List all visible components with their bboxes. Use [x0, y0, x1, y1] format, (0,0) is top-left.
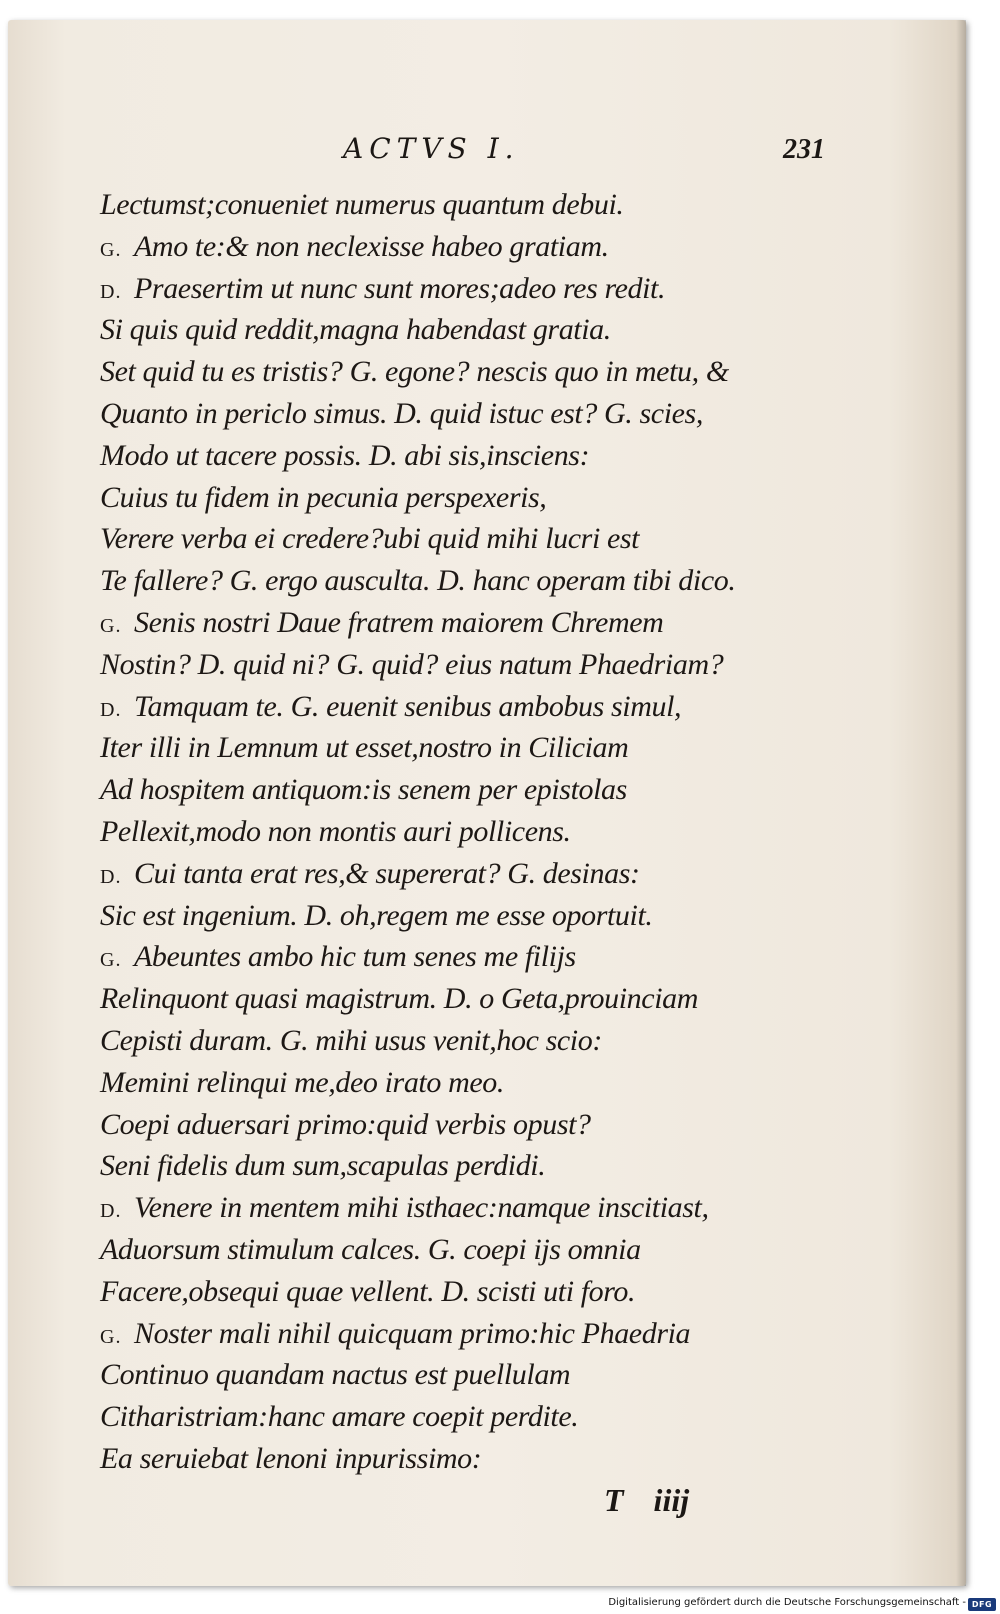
verse-line	[100, 1438, 820, 1480]
line-text: Verere verba ei credere?ubi quid mihi lucri est	[100, 522, 640, 556]
speaker-label: G.	[100, 614, 122, 637]
line-text: Noster mali nihil quicquam primo:hic Phaedria	[134, 1316, 691, 1350]
line-text: Cepisti duram. G. mihi usus venit,hoc scio:	[100, 1023, 602, 1057]
speaker-label: G.	[100, 1325, 122, 1348]
line-text: Cuius tu fidem in pecunia perspexeris,	[100, 480, 547, 514]
line-text: Memini relinqui me,deo irato meo.	[100, 1065, 504, 1099]
verse-line	[100, 727, 820, 769]
verse-line	[100, 1020, 820, 1062]
verse-line	[100, 1187, 820, 1229]
verse-text	[100, 184, 820, 1480]
verse-line	[100, 351, 820, 393]
page-number: 231	[783, 134, 825, 165]
line-text: Iter illi in Lemnum ut esset,nostro in Ciliciam	[100, 731, 629, 765]
verse-line	[100, 1271, 820, 1313]
line-text: Amo te:& non neclexisse habeo gratiam.	[134, 229, 609, 263]
verse-line	[100, 1396, 820, 1438]
act-title: ACTVS I.	[343, 132, 520, 165]
line-text: Nostin? D. quid ni? G. quid? eius natum Phaedriam?	[100, 647, 724, 681]
signature-mark: T iiij	[604, 1482, 690, 1518]
funding-credit: Digitalisierung gefördert durch die Deutsche Forschungsgemeinschaft -	[608, 1597, 966, 1608]
verse-line	[100, 1313, 820, 1355]
verse-line	[100, 1062, 820, 1104]
verse-line	[100, 602, 820, 644]
line-text: Abeuntes ambo hic tum senes me filijs	[134, 940, 576, 974]
speaker-label: D.	[100, 1200, 122, 1223]
dfg-logo: DFG	[968, 1598, 996, 1611]
line-text: Pellexit,modo non montis auri pollicens.	[100, 814, 571, 848]
line-text: Praesertim ut nunc sunt mores;adeo res redit.	[134, 271, 666, 305]
line-text: Venere in mentem mihi isthaec:namque inscitiast,	[134, 1191, 709, 1225]
speaker-label: D.	[100, 865, 122, 888]
line-text: Sic est ingenium. D. oh,regem me esse oportuit.	[100, 898, 653, 932]
line-text: Lectumst;conueniet numerus quantum debui.	[100, 188, 624, 221]
line-text: Aduorsum stimulum calces. G. coepi ijs omnia	[100, 1232, 641, 1266]
line-text: Continuo quandam nactus est puellulam	[100, 1358, 571, 1392]
line-text: Cui tanta erat res,& supererat? G. desinas:	[134, 856, 640, 890]
line-text: Ad hospitem antiquom:is senem per epistolas	[100, 773, 627, 807]
speaker-label: G.	[100, 238, 122, 261]
verse-line	[100, 226, 820, 268]
line-text: Ea seruiebat lenoni inpurissimo:	[100, 1441, 482, 1475]
line-text: Coepi aduersari primo:quid verbis opust?	[100, 1107, 591, 1141]
verse-line	[100, 518, 820, 560]
verse-line	[100, 184, 820, 226]
line-text: Modo ut tacere possis. D. abi sis,insciens:	[100, 438, 590, 472]
verse-line	[100, 309, 820, 351]
line-text: Te fallere? G. ergo ausculta. D. hanc operam tibi dico.	[100, 564, 736, 598]
verse-line	[100, 1229, 820, 1271]
verse-line	[100, 853, 820, 895]
line-text: Set quid tu es tristis? G. egone? nescis quo in metu, &	[100, 355, 729, 389]
verse-line	[100, 769, 820, 811]
line-text: Relinquont quasi magistrum. D. o Geta,prouinciam	[100, 982, 698, 1016]
verse-line	[100, 811, 820, 853]
speaker-label: D.	[100, 280, 122, 303]
verse-line	[100, 1145, 820, 1187]
line-text: Senis nostri Daue fratrem maiorem Chremem	[134, 605, 664, 639]
line-text: Citharistriam:hanc amare coepit perdite.	[100, 1400, 579, 1434]
verse-line	[100, 560, 820, 602]
verse-line	[100, 1354, 820, 1396]
verse-line	[100, 393, 820, 435]
line-text: Si quis quid reddit,magna habendast gratia.	[100, 313, 611, 347]
verse-line	[100, 268, 820, 310]
speaker-label: G.	[100, 949, 122, 972]
footer-bar	[0, 1596, 1000, 1614]
line-text: Seni fidelis dum sum,scapulas perdidi.	[100, 1149, 546, 1183]
line-text: Facere,obsequi quae vellent. D. scisti uti foro.	[100, 1274, 636, 1308]
verse-line	[100, 477, 820, 519]
verse-line	[100, 978, 820, 1020]
verse-line	[100, 435, 820, 477]
verse-line	[100, 895, 820, 937]
verse-line	[100, 1104, 820, 1146]
book-page	[8, 20, 966, 1586]
running-header	[8, 132, 966, 172]
line-text: Tamquam te. G. euenit senibus ambobus simul,	[134, 689, 682, 723]
line-text: Quanto in periclo simus. D. quid istuc est? G. scies,	[100, 396, 703, 430]
speaker-label: D.	[100, 698, 122, 721]
verse-line	[100, 644, 820, 686]
verse-line	[100, 686, 820, 728]
verse-line	[100, 936, 820, 978]
